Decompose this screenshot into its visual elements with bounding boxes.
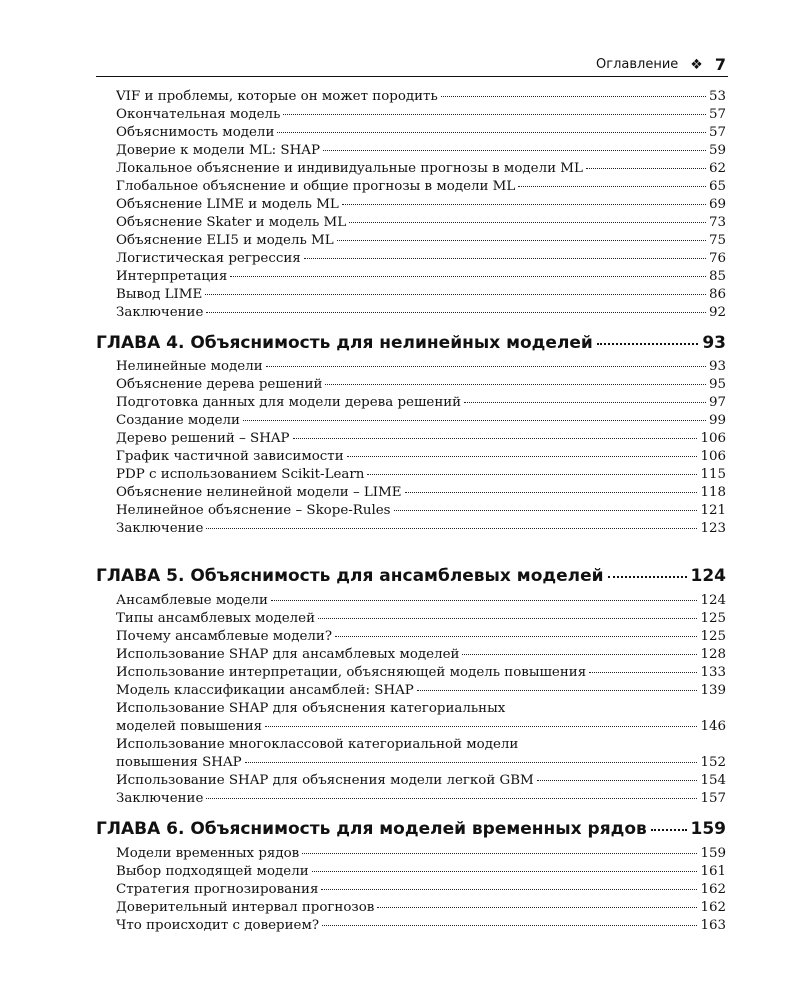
chapter-heading[interactable] xyxy=(96,333,726,357)
entry-page: 121 xyxy=(700,503,726,518)
entry-title: График частичной зависимости xyxy=(116,449,344,464)
entry-page: 125 xyxy=(700,611,726,626)
entry-page: 76 xyxy=(708,251,726,266)
dot-leader xyxy=(304,255,706,259)
toc-entry[interactable] xyxy=(116,233,726,251)
dot-leader xyxy=(318,615,697,619)
entry-title: Использование SHAP для объяснения модели легкой GBM xyxy=(116,773,534,788)
toc-entry[interactable] xyxy=(116,359,726,377)
dot-leader xyxy=(462,651,697,655)
toc-entry[interactable] xyxy=(116,197,726,215)
dot-leader xyxy=(302,850,697,854)
dot-leader xyxy=(325,381,705,385)
dot-leader xyxy=(518,183,706,187)
dot-leader xyxy=(367,471,697,475)
entry-title: Интерпретация xyxy=(116,269,228,284)
running-header xyxy=(96,52,728,77)
entry-title: Стратегия прогнозирования xyxy=(116,882,319,897)
toc-entry[interactable] xyxy=(116,611,726,629)
toc-entry[interactable] xyxy=(116,629,726,647)
dot-leader xyxy=(441,93,706,97)
dot-leader xyxy=(323,147,706,151)
entry-page: 97 xyxy=(708,395,726,410)
entry-title: PDP с использованием Scikit-Learn xyxy=(116,467,365,482)
entry-page: 62 xyxy=(708,161,726,176)
entry-title: Ансамблевые модели xyxy=(116,593,268,608)
entry-page: 133 xyxy=(700,665,726,680)
toc-entry[interactable] xyxy=(116,89,726,107)
dot-leader xyxy=(206,525,697,529)
entry-page: 125 xyxy=(700,629,726,644)
dot-leader xyxy=(608,573,687,578)
toc-entry[interactable] xyxy=(116,521,726,539)
entry-page: 95 xyxy=(708,377,726,392)
ornament-icon: ❖ xyxy=(690,56,703,73)
entry-title: Окончательная модель xyxy=(116,107,281,122)
dot-leader xyxy=(342,201,706,205)
toc-entry[interactable] xyxy=(116,773,726,791)
chapter-title: ГЛАВА 6. Объяснимость для моделей временных рядов xyxy=(96,819,647,839)
entry-page: 157 xyxy=(700,791,726,806)
dot-leader xyxy=(337,237,706,241)
dot-leader xyxy=(394,507,698,511)
toc-entry-line1[interactable]: Использование SHAP для объяснения категориальных xyxy=(116,701,506,716)
entry-title: Типы ансамблевых моделей xyxy=(116,611,316,626)
toc-entry[interactable] xyxy=(116,269,726,287)
chapter-heading[interactable] xyxy=(96,819,726,843)
entry-page: 53 xyxy=(708,89,726,104)
chapter-page: 124 xyxy=(690,566,726,586)
toc-entry[interactable] xyxy=(116,431,726,449)
entry-title: Нелинейные модели xyxy=(116,359,263,374)
entry-page: 73 xyxy=(708,215,726,230)
entry-page: 115 xyxy=(700,467,726,482)
dot-leader xyxy=(206,795,697,799)
entry-title: Заключение xyxy=(116,305,204,320)
dot-leader xyxy=(230,273,706,277)
toc-entry[interactable] xyxy=(116,719,726,737)
entry-title: Создание модели xyxy=(116,413,240,428)
toc-entry[interactable] xyxy=(116,125,726,143)
entry-page: 162 xyxy=(700,882,726,897)
dot-leader xyxy=(245,759,698,763)
dot-leader xyxy=(349,219,706,223)
toc-entry[interactable] xyxy=(116,846,726,864)
entry-title: Заключение xyxy=(116,521,204,536)
chapter-page: 159 xyxy=(690,819,726,839)
dot-leader xyxy=(537,777,698,781)
chapter-heading[interactable] xyxy=(96,566,726,590)
dot-leader xyxy=(321,886,697,890)
toc-entry[interactable] xyxy=(116,647,726,665)
entry-page: 162 xyxy=(700,900,726,915)
toc-entry[interactable] xyxy=(116,485,726,503)
entry-title: Глобальное объяснение и общие прогнозы в модели ML xyxy=(116,179,516,194)
entry-page: 69 xyxy=(708,197,726,212)
entry-title: Использование интерпретации, объясняющей модель повышения xyxy=(116,665,587,680)
page-number: 7 xyxy=(714,55,726,74)
dot-leader xyxy=(266,363,706,367)
dot-leader xyxy=(283,111,706,115)
toc-entry[interactable] xyxy=(116,755,726,773)
dot-leader xyxy=(586,165,706,169)
entry-title: VIF и проблемы, которые он может породить xyxy=(116,89,438,104)
entry-title: Объяснение ELI5 и модель ML xyxy=(116,233,334,248)
entry-title: Заключение xyxy=(116,791,204,806)
dot-leader xyxy=(205,291,706,295)
toc-entry[interactable] xyxy=(116,918,726,936)
entry-page: 123 xyxy=(700,521,726,536)
chapter-title: ГЛАВА 4. Объяснимость для нелинейных моделей xyxy=(96,333,593,353)
entry-page: 99 xyxy=(708,413,726,428)
entry-title: Использование SHAP для ансамблевых моделей xyxy=(116,647,460,662)
toc-entry[interactable] xyxy=(116,395,726,413)
entry-page: 146 xyxy=(700,719,726,734)
dot-leader xyxy=(206,309,706,313)
entry-title: Логистическая регрессия xyxy=(116,251,301,266)
dot-leader xyxy=(265,723,697,727)
dot-leader xyxy=(243,417,706,421)
entry-title: Локальное объяснение и индивидуальные прогнозы в модели ML xyxy=(116,161,583,176)
entry-page: 161 xyxy=(700,864,726,879)
entry-title: Почему ансамблевые модели? xyxy=(116,629,333,644)
toc-entry[interactable] xyxy=(116,377,726,395)
entry-page: 139 xyxy=(700,683,726,698)
toc-entry[interactable] xyxy=(116,882,726,900)
entry-page: 85 xyxy=(708,269,726,284)
header-title: Оглавление xyxy=(596,57,679,72)
dot-leader xyxy=(335,633,697,637)
entry-page: 93 xyxy=(708,359,726,374)
chapter-page: 93 xyxy=(702,333,726,353)
dot-leader xyxy=(417,687,698,691)
dot-leader xyxy=(589,669,697,673)
dot-leader xyxy=(377,904,697,908)
entry-title: Объяснимость модели xyxy=(116,125,275,140)
dot-leader xyxy=(322,922,697,926)
entry-page: 163 xyxy=(700,918,726,933)
entry-page: 124 xyxy=(700,593,726,608)
toc-entry[interactable] xyxy=(116,287,726,305)
entry-title: Что происходит с доверием? xyxy=(116,918,320,933)
entry-page: 86 xyxy=(708,287,726,302)
toc-entry[interactable] xyxy=(116,864,726,882)
toc-entry[interactable] xyxy=(116,251,726,269)
toc-entry[interactable] xyxy=(116,161,726,179)
toc-entry[interactable] xyxy=(116,179,726,197)
entry-title: Модели временных рядов xyxy=(116,846,300,861)
entry-title: Объяснение Skater и модель ML xyxy=(116,215,347,230)
dot-leader xyxy=(293,435,698,439)
entry-page: 106 xyxy=(700,449,726,464)
toc-entry-line1[interactable]: Использование многоклассовой категориальной модели xyxy=(116,737,519,752)
entry-page: 152 xyxy=(700,755,726,770)
entry-title: Объяснение нелинейной модели – LIME xyxy=(116,485,402,500)
toc-entry[interactable] xyxy=(116,503,726,521)
entry-page: 57 xyxy=(708,107,726,122)
entry-page: 65 xyxy=(708,179,726,194)
toc-entry[interactable] xyxy=(116,449,726,467)
dot-leader xyxy=(405,489,698,493)
toc-entry[interactable] xyxy=(116,215,726,233)
toc-entry[interactable] xyxy=(116,107,726,125)
toc-entry[interactable] xyxy=(116,467,726,485)
entry-title: Доверие к модели ML: SHAP xyxy=(116,143,320,158)
entry-page: 106 xyxy=(700,431,726,446)
entry-title: Выбор подходящей модели xyxy=(116,864,309,879)
dot-leader xyxy=(651,826,687,831)
dot-leader xyxy=(347,453,698,457)
entry-title: Доверительный интервал прогнозов xyxy=(116,900,375,915)
entry-title: Вывод LIME xyxy=(116,287,203,302)
entry-title: повышения SHAP xyxy=(116,755,242,770)
entry-title: Модель классификации ансамблей: SHAP xyxy=(116,683,414,698)
entry-title: Объяснение дерева решений xyxy=(116,377,323,392)
entry-title: моделей повышения xyxy=(116,719,263,734)
entry-title: Подготовка данных для модели дерева решений xyxy=(116,395,462,410)
entry-title: Нелинейное объяснение – Skope-Rules xyxy=(116,503,391,518)
dot-leader xyxy=(312,868,698,872)
entry-page: 92 xyxy=(708,305,726,320)
dot-leader xyxy=(271,597,698,601)
entry-page: 59 xyxy=(708,143,726,158)
chapter-title: ГЛАВА 5. Объяснимость для ансамблевых моделей xyxy=(96,566,604,586)
toc-entry[interactable] xyxy=(116,665,726,683)
dot-leader xyxy=(597,340,698,345)
entry-title: Объяснение LIME и модель ML xyxy=(116,197,339,212)
dot-leader xyxy=(277,129,706,133)
entry-title: Дерево решений – SHAP xyxy=(116,431,290,446)
entry-page: 159 xyxy=(700,846,726,861)
entry-page: 57 xyxy=(708,125,726,140)
entry-page: 118 xyxy=(700,485,726,500)
entry-page: 75 xyxy=(708,233,726,248)
toc-entry[interactable] xyxy=(116,683,726,701)
toc-entry[interactable] xyxy=(116,413,726,431)
toc-entry[interactable] xyxy=(116,900,726,918)
toc-entry[interactable] xyxy=(116,143,726,161)
toc-entry[interactable] xyxy=(116,791,726,809)
toc-entry[interactable] xyxy=(116,593,726,611)
entry-page: 128 xyxy=(700,647,726,662)
toc-entry[interactable] xyxy=(116,305,726,323)
entry-page: 154 xyxy=(700,773,726,788)
dot-leader xyxy=(464,399,706,403)
